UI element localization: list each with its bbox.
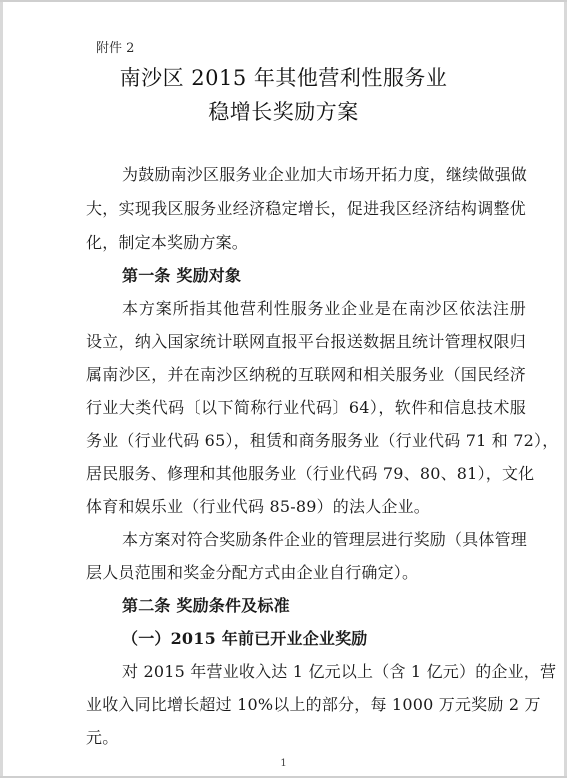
scope-paragraph-line-6: 居民服务、修理和其他服务业（行业代码 79、80、81），文化 xyxy=(86,464,535,483)
intro-paragraph-line-1: 为鼓励南沙区服务业企业加大市场开拓力度，继续做强做 xyxy=(122,165,528,184)
page-number: 1 xyxy=(280,758,287,769)
reward-paragraph-line-3: 元。 xyxy=(86,728,119,747)
attachment-label: 附件 2 xyxy=(96,41,135,56)
scope-paragraph-line-3: 属南沙区，并在南沙区纳税的互联网和相关服务业（国民经济 xyxy=(86,365,526,384)
management-paragraph-line-1: 本方案对符合奖励条件企业的管理层进行奖励（具体管理 xyxy=(122,530,528,549)
section-1-heading: 第一条 奖励对象 xyxy=(122,266,242,285)
scope-paragraph-line-4: 行业大类代码〔以下简称行业代码〕64），软件和信息技术服 xyxy=(86,398,526,417)
scope-paragraph-line-2: 设立，纳入国家统计联网直报平台报送数据且统计管理权限归 xyxy=(86,332,526,351)
intro-paragraph-line-3: 化，制定本奖励方案。 xyxy=(86,233,249,252)
scope-paragraph-line-5: 务业（行业代码 65），租赁和商务服务业（行业代码 71 和 72）， xyxy=(86,431,559,450)
reward-paragraph-line-2: 业收入同比增长超过 10%以上的部分，每 1000 万元奖励 2 万 xyxy=(86,695,541,714)
section-2-heading: 第二条 奖励条件及标准 xyxy=(122,596,290,615)
reward-paragraph-line-1: 对 2015 年营业收入达 1 亿元以上（含 1 亿元）的企业，营 xyxy=(122,662,557,681)
page-edge-top xyxy=(0,0,567,2)
management-paragraph-line-2: 层人员范围和奖金分配方式由企业自行确定）。 xyxy=(86,563,419,582)
subsection-1-heading: （一）2015 年前已开业企业奖励 xyxy=(122,629,368,648)
intro-paragraph-line-2: 大，实现我区服务业经济稳定增长，促进我区经济结构调整优 xyxy=(86,199,526,218)
document-title-line-1: 南沙区 2015 年其他营利性服务业 xyxy=(119,66,448,90)
scope-paragraph-line-1: 本方案所指其他营利性服务业企业是在南沙区依法注册 xyxy=(122,299,526,318)
scope-paragraph-line-7: 体育和娱乐业（行业代码 85-89）的法人企业。 xyxy=(86,497,431,516)
document-title-line-2: 稳增长奖励方案 xyxy=(208,100,359,124)
